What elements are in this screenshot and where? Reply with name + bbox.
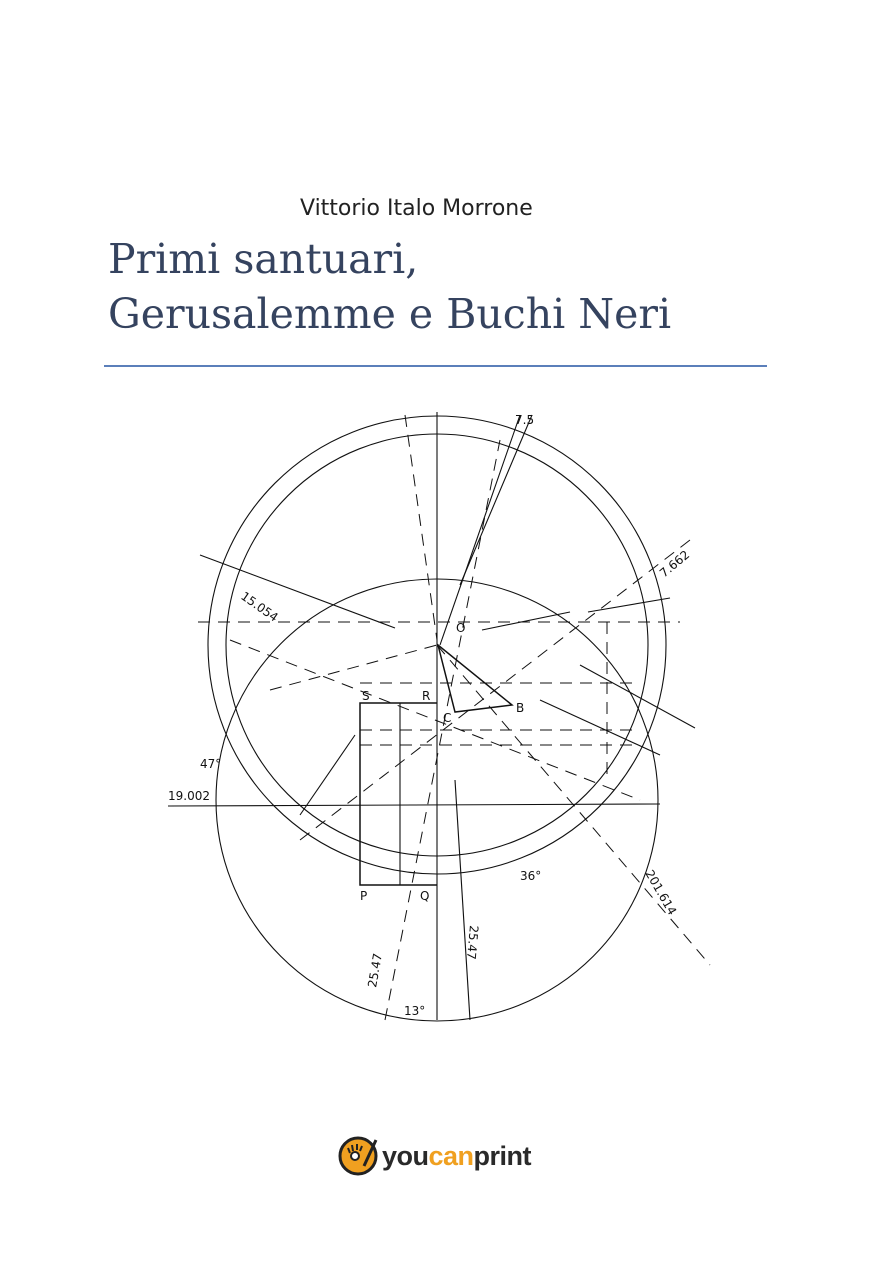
label-19-002: 19.002 — [168, 789, 210, 803]
label-angle-7-5: 7.5 — [515, 413, 535, 427]
label-25-47-left: 25.47 — [365, 952, 385, 989]
line — [540, 700, 660, 755]
author-name: Vittorio Italo Morrone — [300, 196, 533, 221]
publisher-logo — [338, 1136, 531, 1176]
publisher-name — [382, 1141, 531, 1172]
hand-eye-icon — [338, 1136, 378, 1176]
line — [588, 598, 670, 612]
logo-you: you — [382, 1140, 429, 1171]
label-B: B — [516, 701, 525, 715]
title-line-2: Gerusalemme e Buchi Neri — [108, 290, 672, 338]
line — [455, 780, 470, 1020]
line — [440, 415, 520, 645]
label-7-662: 7.662 — [656, 547, 693, 581]
line — [200, 555, 395, 628]
triangle-OCB — [438, 645, 512, 712]
dashed-line — [405, 415, 437, 640]
label-S: S — [362, 689, 370, 703]
line — [482, 612, 570, 630]
line — [460, 413, 535, 585]
label-R: R — [422, 689, 431, 703]
line — [300, 735, 355, 815]
label-201-614: 201.614 — [642, 867, 680, 918]
diagram-labels — [168, 413, 692, 1018]
dashed-line — [300, 540, 693, 840]
label-angle-36: 36° — [520, 869, 542, 883]
label-C: C — [443, 711, 452, 725]
horizontal-line — [168, 804, 660, 806]
label-P: P — [360, 889, 368, 903]
label-angle-13: 13° — [404, 1004, 426, 1018]
title-line-1: Primi santuari, — [108, 235, 419, 283]
label-15-054: 15.054 — [238, 588, 281, 625]
logo-print: print — [473, 1140, 532, 1171]
dashed-line — [230, 640, 640, 800]
logo-can: can — [428, 1140, 474, 1171]
label-O: O — [456, 621, 466, 635]
label-25-47-right: 25.47 — [464, 924, 481, 961]
line — [580, 665, 695, 728]
label-angle-47: 47° — [200, 757, 222, 771]
label-Q: Q — [420, 889, 430, 903]
